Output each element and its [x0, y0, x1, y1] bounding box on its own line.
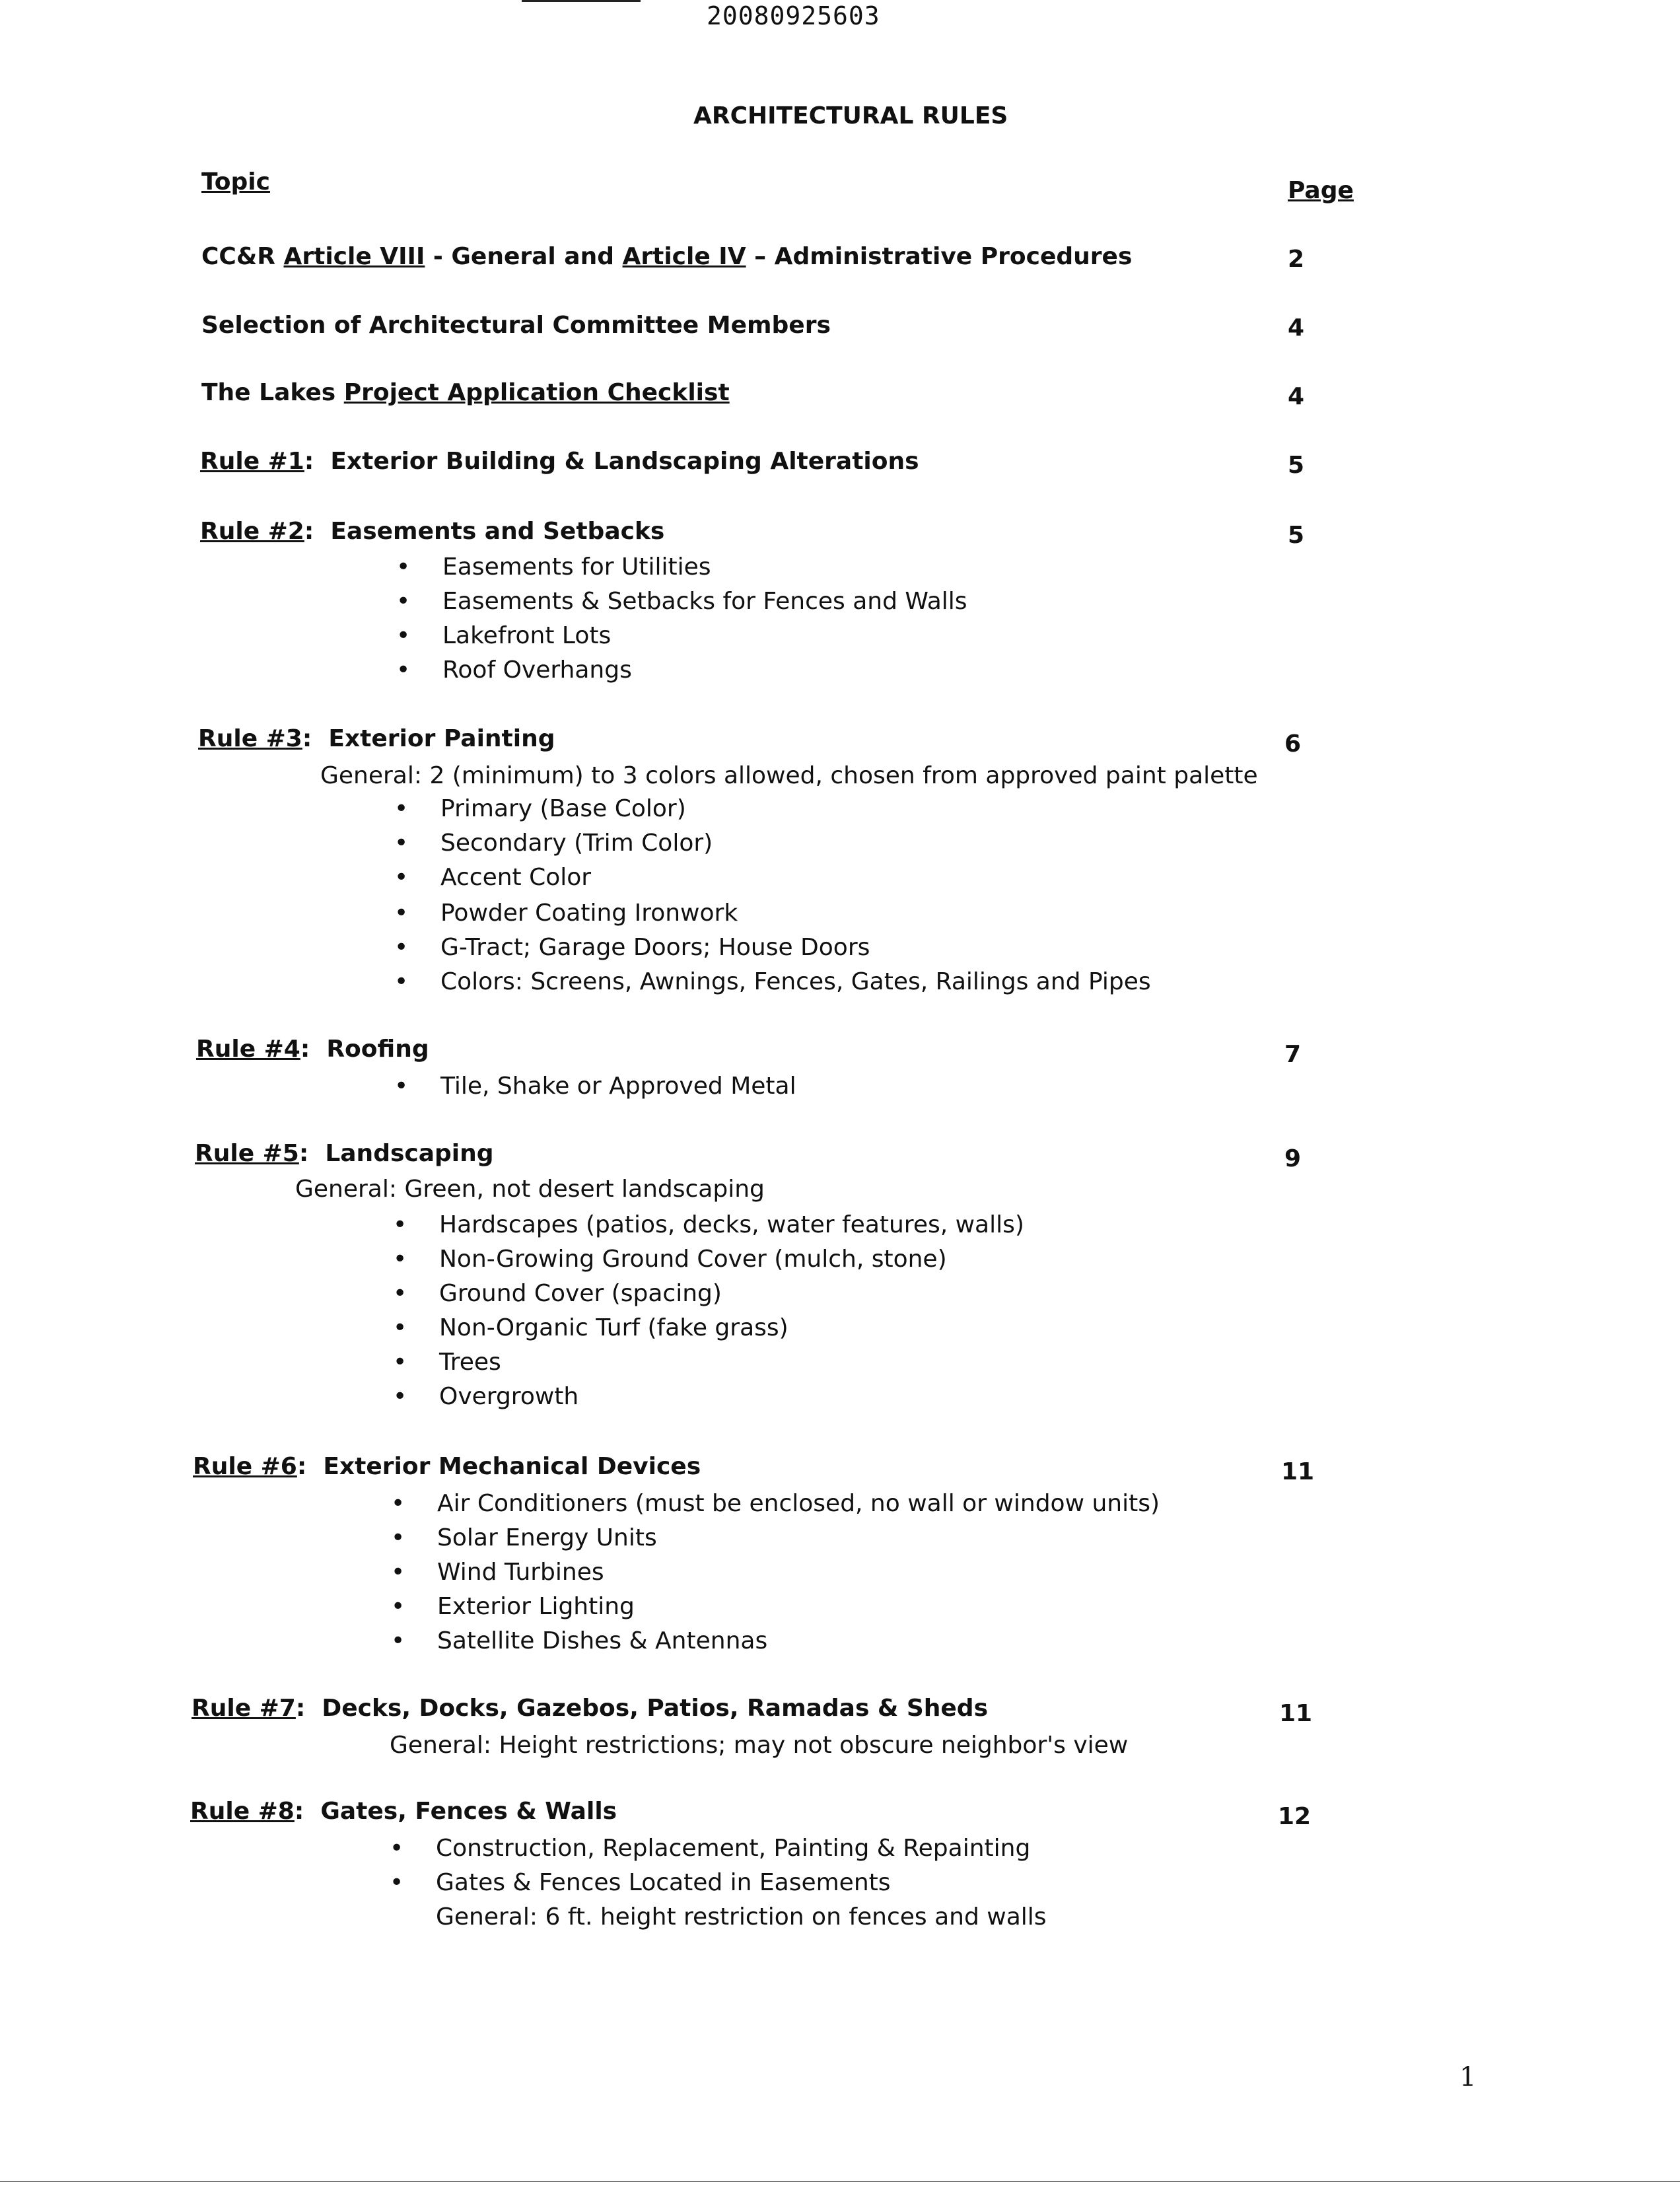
- rule-name: Exterior Painting: [328, 725, 555, 752]
- list-item: • Lakefront Lots: [396, 622, 612, 649]
- rule-name: Easements and Setbacks: [330, 518, 665, 545]
- entry-page-number: 4: [1288, 383, 1305, 410]
- general-note: General: Height restrictions; may not obscure neighbor's view: [390, 1732, 1129, 1759]
- list-item: • Trees: [393, 1349, 501, 1376]
- page-column-header: Page: [1288, 177, 1354, 204]
- toc-entry-committee: [201, 312, 831, 339]
- list-item: • G-Tract; Garage Doors; House Doors: [394, 934, 870, 961]
- list-item: • Primary (Base Color): [394, 795, 686, 822]
- list-item: • Accent Color: [394, 864, 592, 891]
- list-item: • Construction, Replacement, Painting & Repainting: [390, 1835, 1031, 1862]
- entry-checklist-link: Project Application Checklist: [343, 379, 730, 406]
- entry-text: Selection of Architectural Committee Members: [201, 312, 831, 339]
- list-item: • Exterior Lighting: [391, 1593, 635, 1620]
- rule-name: Landscaping: [325, 1140, 494, 1167]
- list-item: • Hardscapes (patios, decks, water features, walls): [393, 1211, 1024, 1238]
- rule-number: Rule #1: [200, 448, 304, 475]
- general-note: General: 2 (minimum) to 3 colors allowed, chosen from approved paint palette: [320, 762, 1258, 789]
- document-number: 20080925603: [707, 1, 880, 30]
- footer-page-number: 1: [1459, 2062, 1477, 2092]
- rule-name: Exterior Mechanical Devices: [323, 1453, 701, 1480]
- entry-page-number: 7: [1284, 1041, 1302, 1068]
- list-item: • Roof Overhangs: [396, 656, 632, 684]
- rule-number: Rule #5: [195, 1140, 299, 1167]
- toc-entry-rule-6: Rule #6: Exterior Mechanical Devices: [193, 1453, 701, 1480]
- entry-page-number: 12: [1278, 1803, 1312, 1830]
- entry-page-number: 2: [1288, 246, 1305, 273]
- top-rule-line: [522, 0, 641, 2]
- entry-page-number: 5: [1288, 522, 1305, 549]
- list-item: • Non-Organic Turf (fake grass): [393, 1314, 788, 1341]
- list-item: • Overgrowth: [393, 1383, 579, 1410]
- entry-text: - General and: [425, 243, 623, 270]
- rule-name: Gates, Fences & Walls: [320, 1798, 617, 1825]
- entry-text: The Lakes: [201, 379, 344, 406]
- toc-entry-rule-7: Rule #7: Decks, Docks, Gazebos, Patios, Ramadas & Sheds: [192, 1695, 988, 1722]
- entry-page-number: 4: [1288, 314, 1305, 341]
- list-item: • Solar Energy Units: [391, 1524, 657, 1551]
- list-item: • Gates & Fences Located in Easements: [390, 1869, 891, 1896]
- toc-entry-rule-2: Rule #2: Easements and Setbacks: [200, 518, 665, 545]
- rule-number: Rule #7: [192, 1695, 296, 1722]
- entry-text: – Administrative Procedures: [746, 243, 1133, 270]
- entry-article-link: Article IV: [622, 243, 746, 270]
- rule-name: Decks, Docks, Gazebos, Patios, Ramadas & Sheds: [322, 1695, 988, 1722]
- toc-entry-rule-8: Rule #8: Gates, Fences & Walls: [190, 1798, 617, 1825]
- list-item: • Ground Cover (spacing): [393, 1280, 722, 1307]
- toc-entry-rule-3: Rule #3: Exterior Painting: [198, 725, 555, 752]
- entry-page-number: 11: [1279, 1700, 1313, 1727]
- general-note: General: 6 ft. height restriction on fences and walls: [436, 1903, 1047, 1931]
- list-item: • Powder Coating Ironwork: [394, 900, 738, 927]
- topic-column-header: Topic: [201, 168, 270, 195]
- page-title: ARCHITECTURAL RULES: [693, 102, 1008, 129]
- entry-article-link: Article VIII: [283, 243, 425, 270]
- toc-entry-checklist: [201, 379, 730, 406]
- list-item: • Secondary (Trim Color): [394, 830, 713, 857]
- rule-name: Exterior Building & Landscaping Alterations: [330, 448, 919, 475]
- rule-name: Roofing: [326, 1036, 429, 1063]
- toc-entry-rule-5: Rule #5: Landscaping: [195, 1140, 494, 1167]
- toc-entry-rule-1: Rule #1: Exterior Building & Landscaping Alterations: [200, 448, 919, 475]
- rule-number: Rule #8: [190, 1798, 295, 1825]
- entry-page-number: 5: [1288, 452, 1305, 479]
- entry-page-number: 11: [1281, 1458, 1315, 1485]
- list-item: • Satellite Dishes & Antennas: [391, 1627, 768, 1654]
- list-item: • Air Conditioners (must be enclosed, no wall or window units): [391, 1490, 1160, 1517]
- entry-page-number: 6: [1284, 730, 1302, 758]
- rule-number: Rule #3: [198, 725, 302, 752]
- list-item: • Easements & Setbacks for Fences and Walls: [396, 588, 967, 615]
- toc-entry-rule-4: Rule #4: Roofing: [196, 1036, 429, 1063]
- list-item: • Colors: Screens, Awnings, Fences, Gates, Railings and Pipes: [394, 968, 1151, 995]
- rule-number: Rule #6: [193, 1453, 297, 1480]
- entry-page-number: 9: [1284, 1145, 1302, 1172]
- list-item: • Non-Growing Ground Cover (mulch, stone): [393, 1246, 947, 1273]
- rule-number: Rule #2: [200, 518, 304, 545]
- bottom-rule-line: [0, 2181, 1680, 2182]
- list-item: • Wind Turbines: [391, 1559, 604, 1586]
- toc-entry-ccr: [201, 243, 1132, 270]
- rule-number: Rule #4: [196, 1036, 300, 1063]
- list-item: • Easements for Utilities: [396, 553, 711, 581]
- general-note: General: Green, not desert landscaping: [295, 1176, 765, 1203]
- entry-text: CC&R: [201, 243, 284, 270]
- list-item: • Tile, Shake or Approved Metal: [394, 1073, 796, 1100]
